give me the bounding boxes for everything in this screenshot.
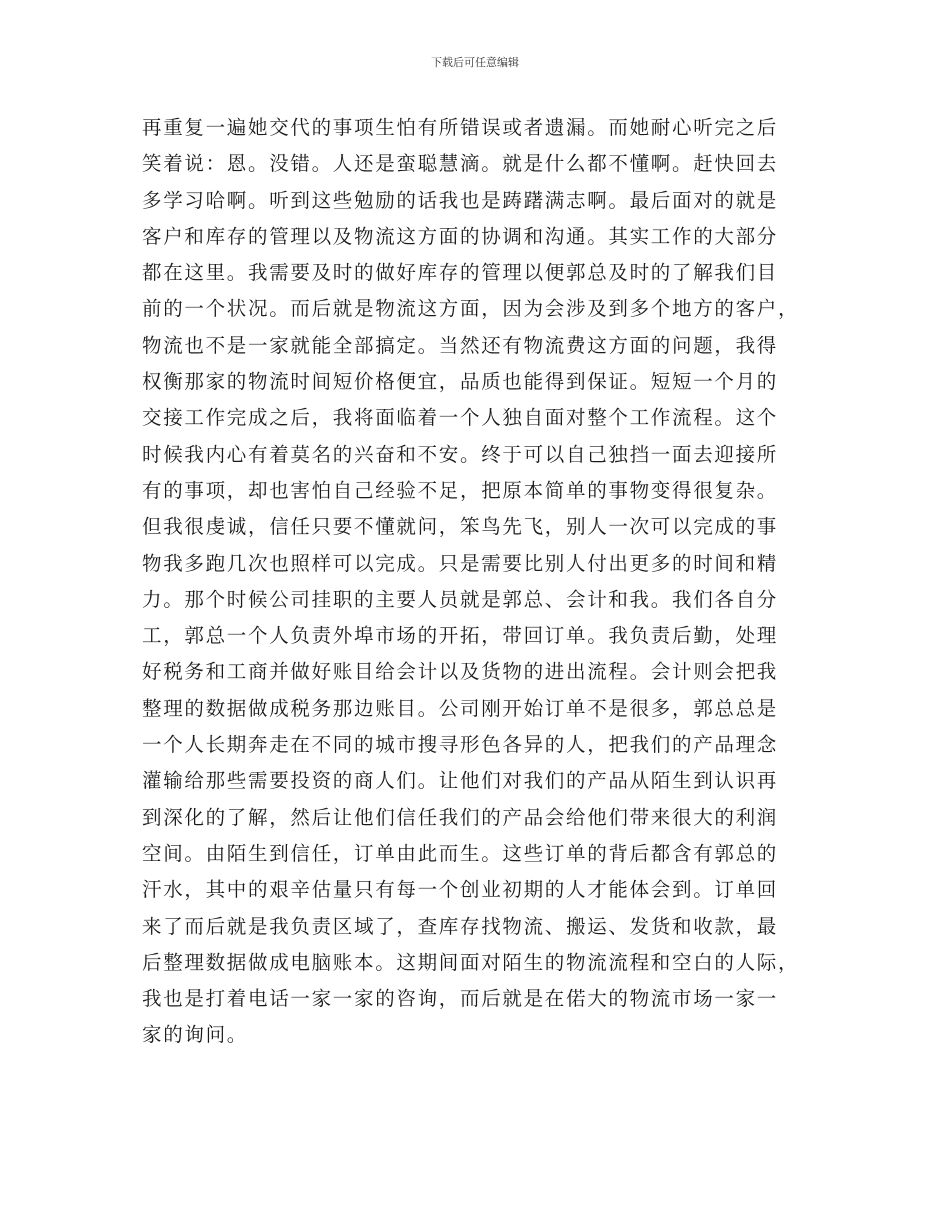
text-line: 物我多跑几次也照样可以完成。只是需要比别人付出更多的时间和精 — [142, 551, 779, 575]
text-line: 都在这里。我需要及时的做好库存的管理以便郭总及时的了解我们目 — [142, 261, 779, 285]
text-line: 到深化的了解，然后让他们信任我们的产品会给他们带来很大的利润 — [142, 805, 779, 829]
text-line: 来了而后就是我负责区域了，查库存找物流、搬运、发货和收款，最 — [142, 914, 779, 938]
text-line: 权衡那家的物流时间短价格便宜，品质也能得到保证。短短一个月的 — [142, 370, 779, 394]
text-line: 汗水，其中的艰辛估量只有每一个创业初期的人才能体会到。订单回 — [142, 878, 779, 902]
text-line: 交接工作完成之后，我将面临着一个人独自面对整个工作流程。这个 — [142, 406, 779, 430]
text-line: 物流也不是一家就能全部搞定。当然还有物流费这方面的问题，我得 — [142, 333, 779, 357]
text-line: 后整理数据做成电脑账本。这期间面对陌生的物流流程和空白的人际， — [142, 950, 800, 974]
text-line: 空间。由陌生到信任，订单由此而生。这些订单的背后都含有郭总的 — [142, 841, 779, 865]
text-line: 工，郭总一个人负责外埠市场的开拓，带回订单。我负责后勤，处理 — [142, 624, 779, 648]
text-line: 客户和库存的管理以及物流这方面的协调和沟通。其实工作的大部分 — [142, 224, 779, 248]
text-line: 好税务和工商并做好账目给会计以及货物的进出流程。会计则会把我 — [142, 660, 779, 684]
text-line: 一个人长期奔走在不同的城市搜寻形色各异的人，把我们的产品理念 — [142, 733, 779, 757]
page-header: 下载后可任意编辑 — [431, 56, 519, 69]
text-line: 但我很虔诚，信任只要不懂就问，笨鸟先飞，别人一次可以完成的事 — [142, 515, 779, 539]
text-line: 整理的数据做成税务那边账目。公司刚开始订单不是很多，郭总总是 — [142, 696, 779, 720]
text-line: 再重复一遍她交代的事项生怕有所错误或者遗漏。而她耐心听完之后 — [142, 116, 779, 139]
text-line: 家的询问。 — [142, 1023, 249, 1047]
text-line: 力。那个时候公司挂职的主要人员就是郭总、会计和我。我们各自分 — [142, 587, 779, 611]
text-line: 我也是打着电话一家一家的咨询，而后就是在偌大的物流市场一家一 — [142, 987, 779, 1011]
text-line: 有的事项，却也害怕自己经验不足，把原本简单的事物变得很复杂。 — [142, 478, 779, 502]
text-line: 时候我内心有着莫名的兴奋和不安。终于可以自己独挡一面去迎接所 — [142, 442, 779, 466]
document-body — [142, 110, 814, 1054]
text-line: 灌输给那些需要投资的商人们。让他们对我们的产品从陌生到认识再 — [142, 769, 779, 793]
text-line: 前的一个状况。而后就是物流这方面，因为会涉及到多个地方的客户， — [142, 297, 800, 321]
text-line: 多学习哈啊。听到这些勉励的话我也是踌躇满志啊。最后面对的就是 — [142, 188, 779, 212]
text-line: 笑着说：恩。没错。人还是蛮聪慧滴。就是什么都不懂啊。赶快回去 — [142, 152, 779, 176]
